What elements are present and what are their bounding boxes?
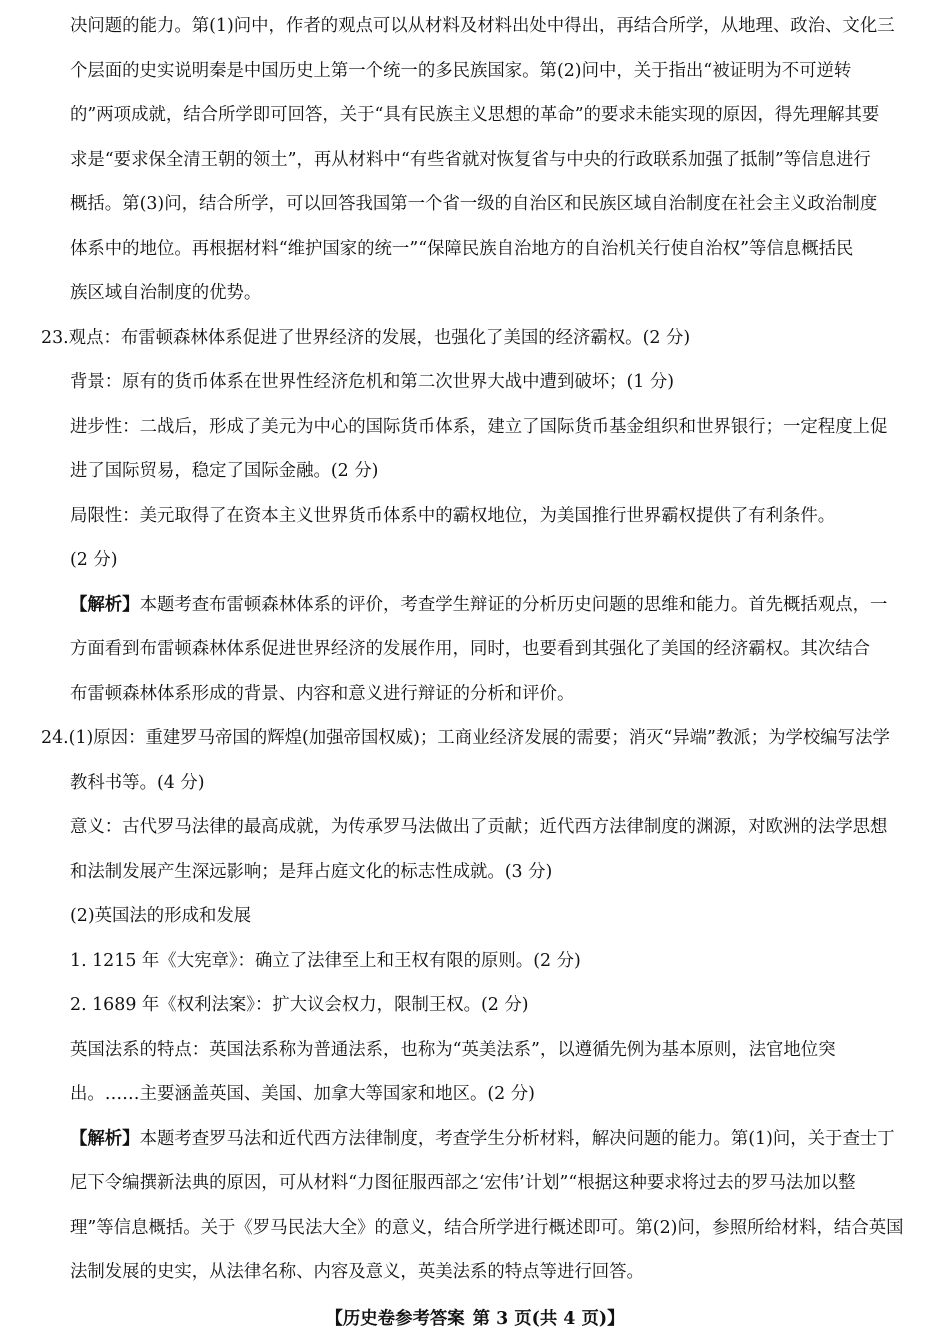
q23-limit-line: 局限性：美元取得了在资本主义世界货币体系中的霸权地位，为美国推行世界霸权提供了有利条件。 xyxy=(70,505,836,526)
text-line: 个层面的史实说明秦是中国历史上第一个统一的多民族国家。第(2)问中，关于指出“被证明为不可逆转 xyxy=(70,60,852,81)
q24-part2-title: (2)英国法的形成和发展 xyxy=(70,906,252,926)
q24-reason xyxy=(41,716,908,761)
q23-analysis-text: 本题考查布雷顿森林体系的评价，考查学生辩证的分析历史问题的思维和能力。首先概括观点，一 xyxy=(139,594,888,615)
q24-item: 2. 1689 年《权利法案》：扩大议会权力，限制王权。(2 分) xyxy=(70,995,529,1015)
question-number: 24. xyxy=(41,728,69,748)
text-line: 决问题的能力。第(1)问中，作者的观点可以从材料及材料出处中得出，再结合所学，从地理、政治、文化三 xyxy=(70,16,895,36)
q24-reason-text: (1)原因：重建罗马帝国的辉煌(加强帝国权威)；工商业经济发展的需要；消灭“异端”教派；为学校编写法学 xyxy=(68,728,890,748)
q23-progress-line: 进了国际贸易，稳定了国际金融。(2 分) xyxy=(70,461,379,481)
q24-analysis-line: 法制发展的史实，从法律名称、内容及意义，英美法系的特点等进行回答。 xyxy=(70,1262,644,1282)
q24-analysis-line: 尼下令编撰新法典的原因，可从材料“力图征服西部之‘宏伟’计划”“根据这种要求将过去的罗马法加以整 xyxy=(70,1173,856,1193)
text-line: 概括。第(3)问，结合所学，可以回答我国第一个省一级的自治区和民族区域自治制度在社会主义政治制度 xyxy=(70,194,878,214)
text-line: 族区域自治制度的优势。 xyxy=(70,283,262,303)
q23-analysis-line: 方面看到布雷顿森林体系促进世界经济的发展作用，同时，也要看到其强化了美国的经济霸权。其次结合 xyxy=(70,639,870,659)
q23-viewpoint-text: 观点：布雷顿森林体系促进了世界经济的发展，也强化了美国的经济霸权。(2 分) xyxy=(68,327,691,348)
text-line: 的”两项成就，结合所学即可回答，关于“具有民族主义思想的革命”的要求未能实现的原因，得先理解其要 xyxy=(70,105,880,125)
analysis-tag: 【解析】 xyxy=(70,1128,140,1149)
analysis-tag: 【解析】 xyxy=(70,594,140,615)
q24-analysis-text: 本题考查罗马法和近代西方法律制度，考查学生分析材料，解决问题的能力。第(1)问，关于查士丁 xyxy=(139,1128,895,1149)
q23-analysis-line: 布雷顿森林体系形成的背景、内容和意义进行辩证的分析和评价。 xyxy=(70,683,575,704)
q24-analysis-line xyxy=(70,1117,908,1162)
footer-title: 【历史卷参考答案 xyxy=(325,1309,465,1329)
text-line: 体系中的地位。再根据材料“维护国家的统一”“保障民族自治地方的自治机关行使自治权”等信息概括民 xyxy=(70,238,854,259)
q24-meaning-line: 意义：古代罗马法律的最高成就，为传承罗马法做出了贡献；近代西方法律制度的渊源，对欧洲的法学思想 xyxy=(70,817,888,837)
q24-feature-line: 出。……主要涵盖英国、美国、加拿大等国家和地区。(2 分) xyxy=(70,1084,535,1104)
question-number: 23. xyxy=(41,327,69,348)
q23-background: 背景：原有的货币体系在世界性经济危机和第二次世界大战中遭到破坏；(1 分) xyxy=(70,372,675,392)
text-line: 求是“要求保全清王朝的领土”，再从材料中“有些省就对恢复省与中央的行政联系加强了抵制”等信息进行 xyxy=(70,149,871,170)
page-footer xyxy=(0,1304,950,1329)
q24-analysis-line: 理”等信息概括。关于《罗马民法大全》的意义，结合所学进行概述即可。第(2)问，参照所给材料，结合英国 xyxy=(70,1217,904,1238)
q24-reason-line: 教科书等。(4 分) xyxy=(70,772,205,793)
q24-feature-line: 英国法系的特点：英国法系称为普通法系，也称为“英美法系”，以遵循先例为基本原则，法官地位突 xyxy=(70,1039,836,1060)
q24-item: 1. 1215 年《大宪章》：确立了法律至上和王权有限的原则。(2 分) xyxy=(70,950,581,971)
footer-page-number: 第 3 页(共 4 页)】 xyxy=(472,1309,625,1329)
q23-limit-line: (2 分) xyxy=(70,550,118,570)
q23-analysis-line xyxy=(70,583,908,628)
answer-content xyxy=(41,4,908,1295)
q24-meaning-line: 和法制发展产生深远影响；是拜占庭文化的标志性成就。(3 分) xyxy=(70,861,553,882)
q23-progress-line: 进步性：二战后，形成了美元为中心的国际货币体系，建立了国际货币基金组织和世界银行；一定程度上促 xyxy=(70,416,888,437)
q23-viewpoint xyxy=(41,316,908,361)
